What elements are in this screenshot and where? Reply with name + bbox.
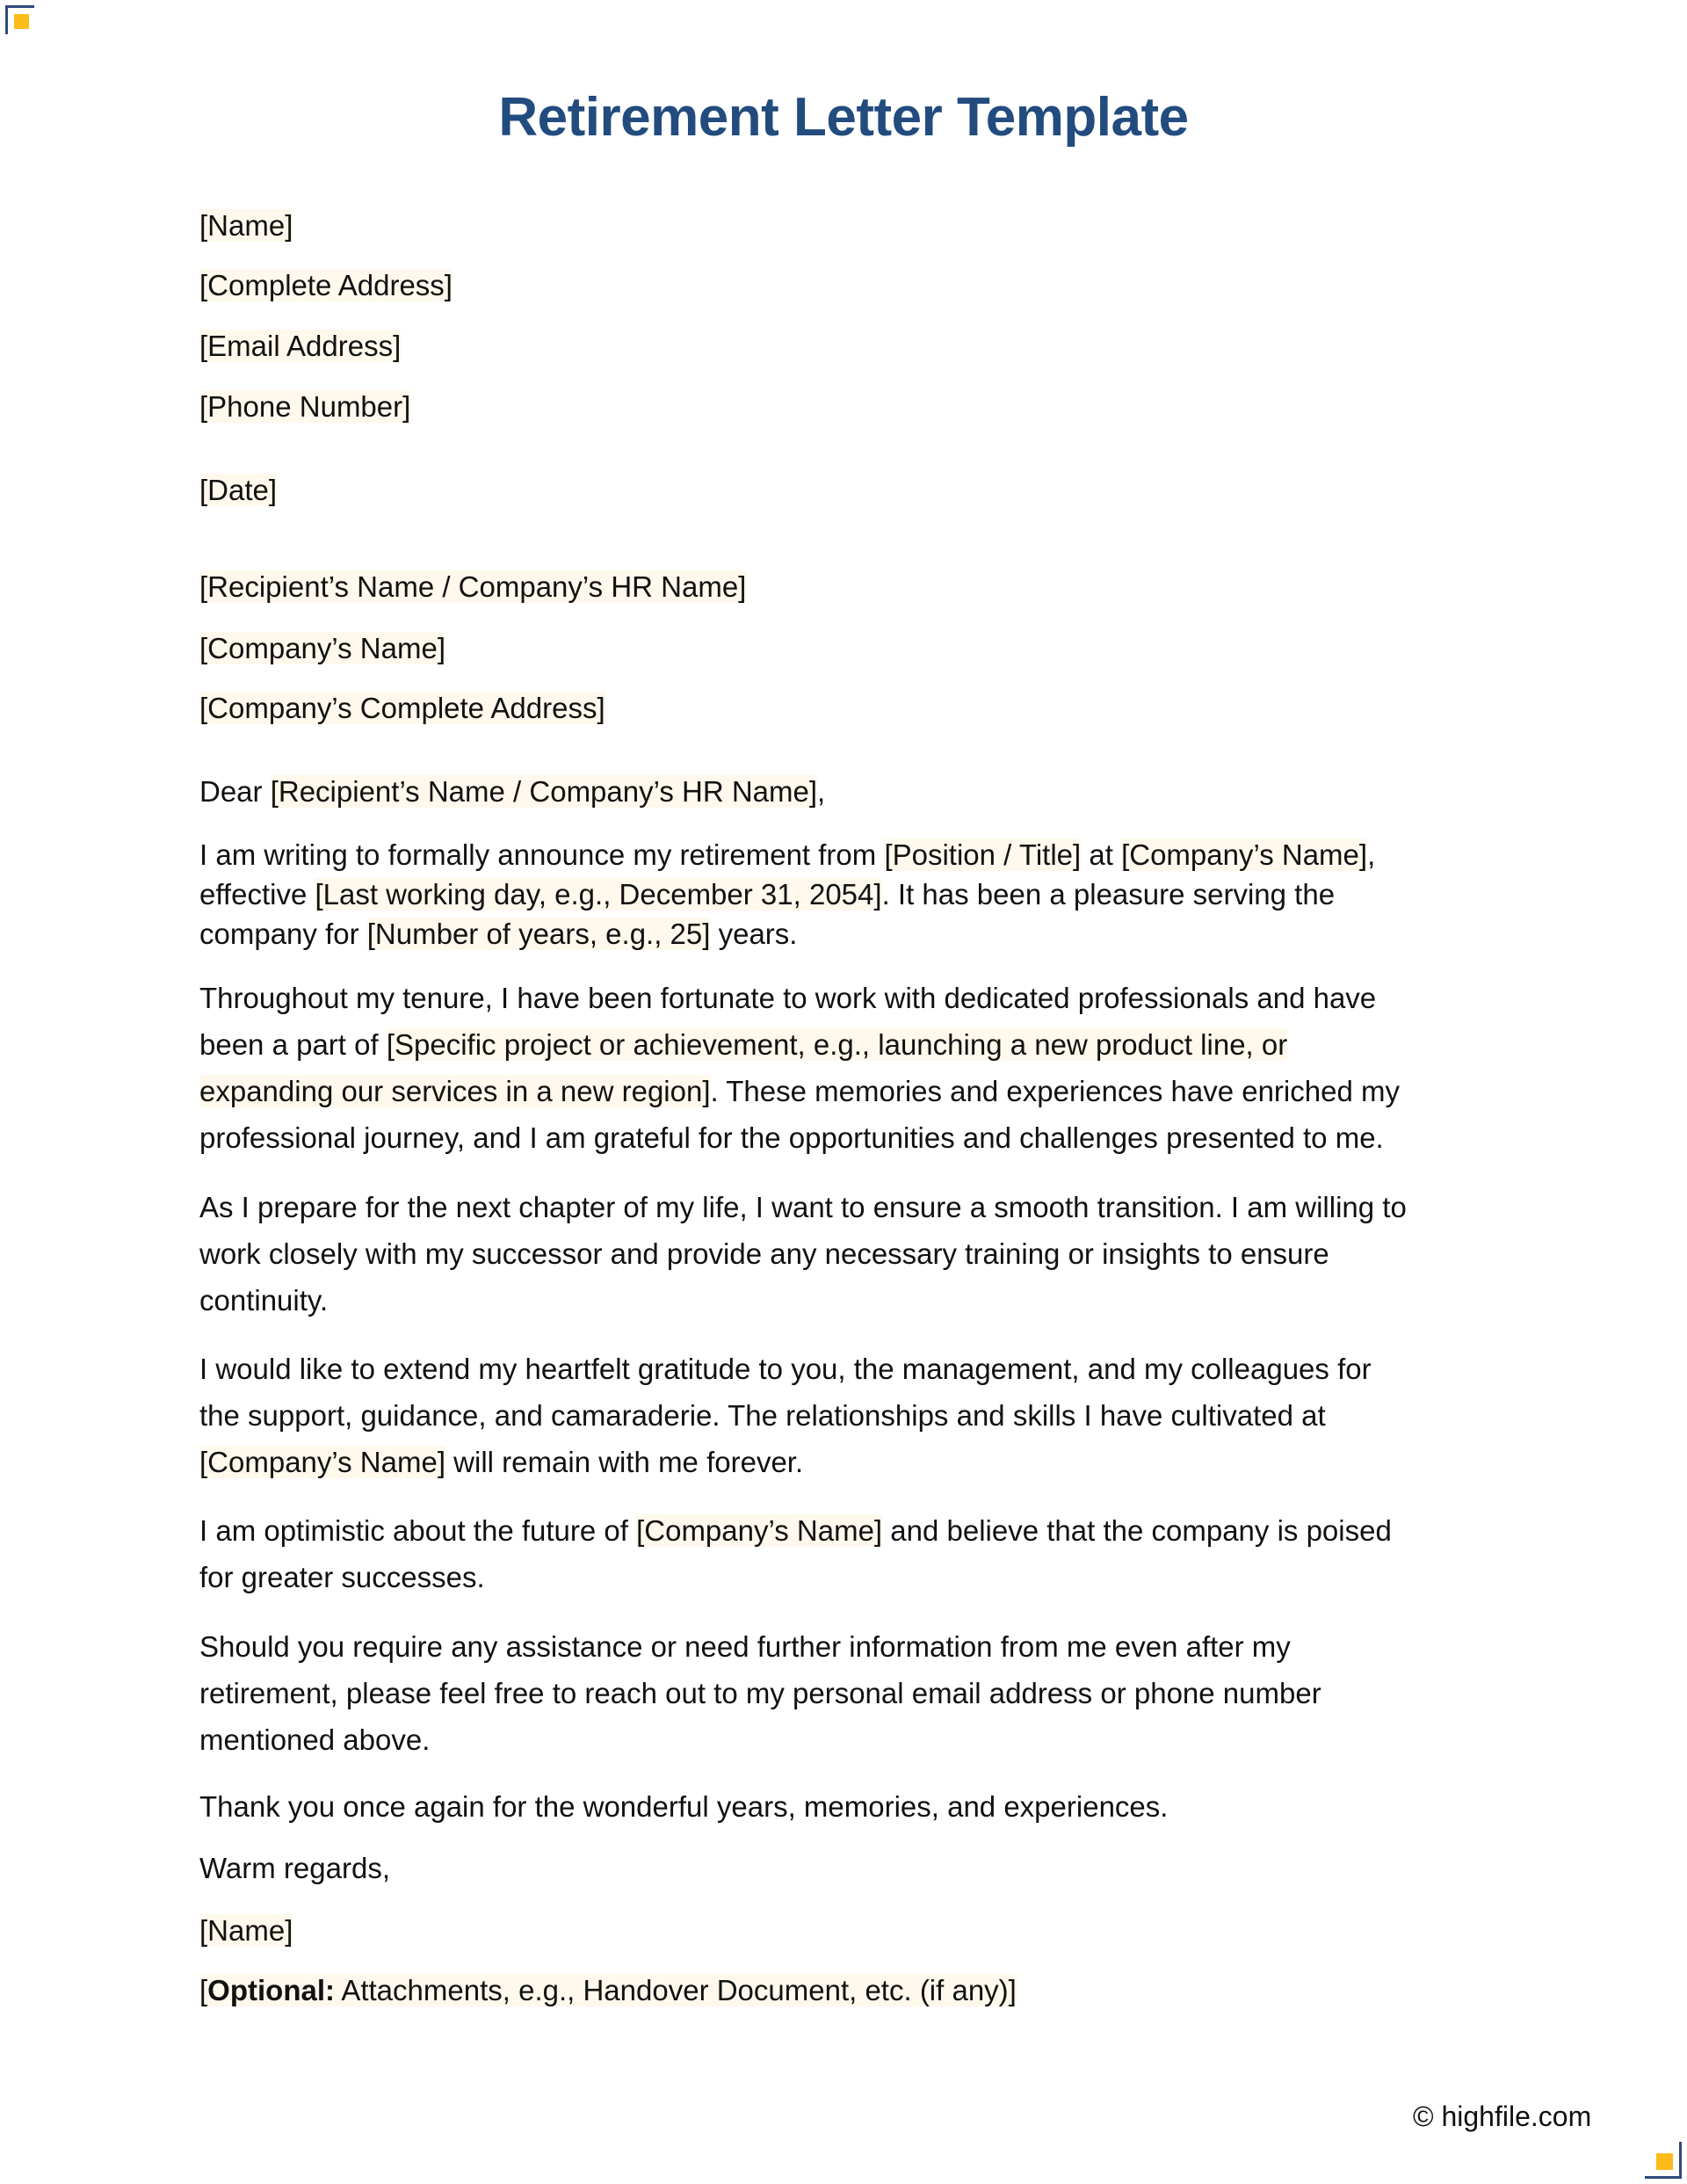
paragraph-contact: [199, 1623, 1517, 1763]
paragraph-line: for greater successes.: [199, 1561, 485, 1593]
paragraph-line: Throughout my tenure, I have been fortunate to work with dedicated professionals and have: [199, 982, 1377, 1014]
placeholder-field[interactable]: [Company’s Name]: [1121, 838, 1368, 871]
corner-mark-bottom-right: [1645, 2142, 1682, 2179]
placeholder-field[interactable]: [Name]: [199, 209, 293, 242]
body-text: and believe that the company is poised: [882, 1514, 1392, 1547]
placeholder-field[interactable]: [Recipient’s Name / Company’s HR Name]: [199, 570, 747, 603]
recipient-name: [199, 568, 746, 606]
paragraph-announcement: [199, 835, 1517, 954]
recipient-company: [199, 629, 445, 668]
paragraph-line: [199, 1021, 1517, 1068]
optional-label: Optional:: [207, 1974, 335, 2006]
paragraph-line: I would like to extend my heartfelt gratitude to you, the management, and my colleagues for: [199, 1353, 1372, 1385]
placeholder-field[interactable]: [Position / Title]: [884, 838, 1082, 871]
paragraph-line: [199, 1507, 1517, 1554]
paragraph-line: [199, 874, 1517, 914]
paragraph-line: mentioned above.: [199, 1723, 431, 1756]
placeholder-field[interactable]: [Email Address]: [199, 330, 402, 362]
body-text: I am optimistic about the future of: [199, 1514, 637, 1547]
recipient-company-address: [199, 689, 605, 728]
body-text: been a part of: [199, 1028, 387, 1061]
placeholder-field[interactable]: [Company’s Name]: [199, 632, 446, 664]
placeholder-field[interactable]: [Number of years, e.g., 25]: [366, 918, 711, 950]
paragraph-transition: [199, 1184, 1517, 1324]
page-title: Retirement Letter Template: [498, 87, 1189, 148]
placeholder-field[interactable]: [Recipient’s Name / Company’s HR Name]: [270, 775, 818, 808]
paragraph-line: retirement, please feel free to reach out to my personal email address or phone number: [199, 1677, 1321, 1709]
paragraph-line: As I prepare for the next chapter of my life, I want to ensure a smooth transition. I am willing to: [199, 1191, 1407, 1223]
placeholder-field[interactable]: [199, 1974, 1017, 2006]
salutation-punct: ,: [817, 775, 826, 808]
sender-name: [199, 207, 293, 245]
corner-square-icon: [14, 14, 29, 29]
body-text: ,: [1367, 838, 1376, 871]
placeholder-field[interactable]: [Name]: [199, 1914, 293, 1947]
placeholder-field[interactable]: [Complete Address]: [199, 269, 453, 301]
paragraph-line: Should you require any assistance or need further information from me even after my: [199, 1630, 1291, 1663]
paragraph-line: [199, 1068, 1517, 1114]
body-text: I am writing to formally announce my retirement from: [199, 838, 885, 871]
placeholder-field[interactable]: [Last working day, e.g., December 31, 2054]: [315, 878, 882, 911]
bracket-open: [: [199, 1974, 208, 2006]
paragraph-line: work closely with my successor and provide any necessary training or insights to ensure: [199, 1237, 1329, 1270]
paragraph-line: [199, 914, 1517, 954]
sender-phone: [199, 388, 410, 426]
body-text: . It has been a pleasure serving the: [881, 878, 1336, 911]
corner-mark-top-left: [5, 5, 34, 34]
salutation: [199, 773, 825, 811]
attachments-text: Attachments, e.g., Handover Document, etc. (if any)]: [334, 1974, 1017, 2006]
placeholder-field[interactable]: expanding our services in a new region]: [199, 1075, 711, 1107]
salutation-text: Dear: [199, 775, 271, 808]
closing-regards: Warm regards,: [199, 1852, 390, 1884]
paragraph-line: [199, 835, 1517, 874]
placeholder-field[interactable]: [Company’s Name]: [199, 1446, 446, 1478]
letter-date: [199, 471, 277, 510]
copyright-footer: © highfile.com: [1413, 2101, 1592, 2132]
paragraph-line: continuity.: [199, 1284, 329, 1317]
placeholder-field[interactable]: [Specific project or achievement, e.g., launching a new product line, or: [386, 1028, 1288, 1061]
attachments-note: [199, 1971, 1017, 2010]
corner-square-icon: [1656, 2153, 1673, 2170]
body-text: company for: [199, 918, 367, 950]
body-text: at: [1081, 838, 1122, 871]
paragraph-optimism: [199, 1507, 1517, 1600]
sender-address: [199, 266, 453, 305]
sender-email: [199, 327, 401, 366]
paragraph-gratitude: [199, 1346, 1517, 1485]
signature-name: [199, 1912, 293, 1950]
placeholder-field[interactable]: [Date]: [199, 474, 278, 506]
closing-thanks: Thank you once again for the wonderful years, memories, and experiences.: [199, 1790, 1169, 1823]
body-text: effective: [199, 878, 315, 911]
placeholder-field[interactable]: [Company’s Name]: [636, 1514, 883, 1547]
paragraph-line: professional journey, and I am grateful for the opportunities and challenges presented to me.: [199, 1121, 1384, 1154]
paragraph-tenure: [199, 975, 1517, 1161]
body-text: . These memories and experiences have enriched my: [710, 1075, 1400, 1107]
placeholder-field[interactable]: [Phone Number]: [199, 390, 411, 423]
body-text: years.: [710, 918, 798, 950]
body-text: will remain with me forever.: [445, 1446, 804, 1478]
placeholder-field[interactable]: [Company’s Complete Address]: [199, 692, 605, 724]
paragraph-line: [199, 1439, 1517, 1485]
paragraph-line: the support, guidance, and camaraderie. The relationships and skills I have cultivated at: [199, 1399, 1326, 1432]
